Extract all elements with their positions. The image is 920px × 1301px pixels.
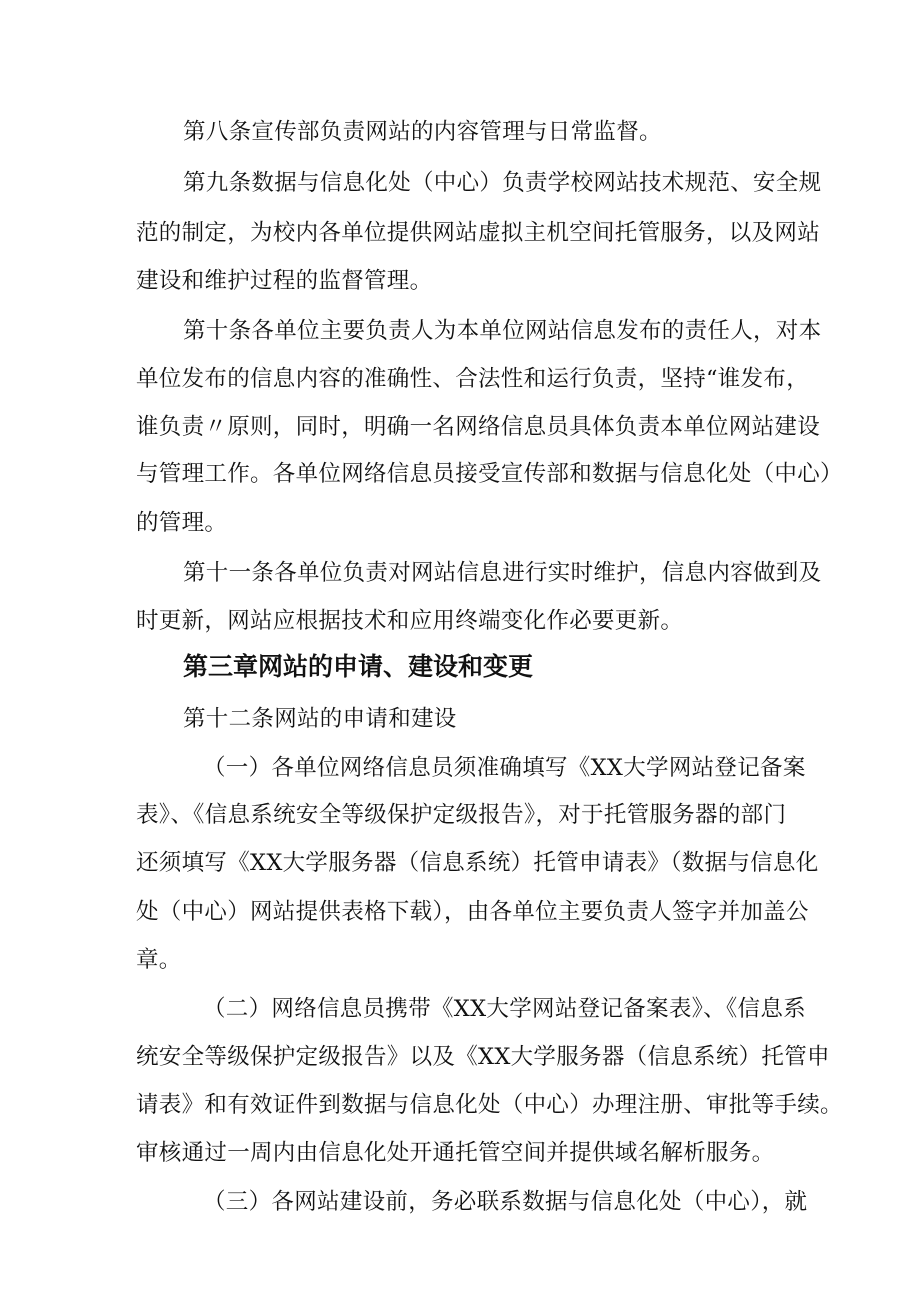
article-12-item-1-line-1: （一）各单位网络信息员须准确填写《XX大学网站登记备案 <box>203 755 806 781</box>
article-9-line-3: 建设和维护过程的监督管理。 <box>136 268 433 294</box>
article-9-line-2: 范的制定，为校内各单位提供网站虚拟主机空间托管服务，以及网站 <box>136 220 821 246</box>
article-11-line-2: 时更新，网站应根据技术和应用终端变化作必要更新。 <box>136 608 684 634</box>
chapter-3-heading: 第三章网站的申请、建设和变更 <box>183 652 534 681</box>
article-12-item-1-line-3: 还须填写《XX大学服务器（信息系统）托管申请表》（数据与信息化 <box>136 850 819 876</box>
article-12-item-1-line-2: 表》、《信息系统安全等级保护定级报告》，对于托管服务器的部门 <box>136 802 787 828</box>
article-9-line-1: 第九条数据与信息化处（中心）负责学校网站技术规范、安全规 <box>183 170 822 196</box>
article-12-item-2-line-4: 审核通过一周内由信息化处开通托管空间并提供域名解析服务。 <box>136 1140 775 1166</box>
article-10-line-3: 谁负责〃原则，同时，明确一名网络信息员具体负责本单位网站建设 <box>136 414 821 440</box>
article-8-line-1: 第八条宣传部负责网站的内容管理与日常监督。 <box>183 119 662 145</box>
article-10-line-4: 与管理工作。各单位网络信息员接受宣传部和数据与信息化处（中心） <box>136 461 843 487</box>
article-10-line-2: 单位发布的信息内容的准确性、合法性和运行负责，坚持“谁发布， <box>136 366 810 392</box>
article-12-item-1-line-5: 章。 <box>136 947 182 973</box>
article-10-line-1: 第十条各单位主要负责人为本单位网站信息发布的责任人，对本 <box>183 318 822 344</box>
article-10-line-5: 的管理。 <box>136 510 228 536</box>
article-12-item-3-line-1: （三）各网站建设前，务必联系数据与信息化处（中心），就 <box>203 1189 808 1215</box>
article-12-item-2-line-2: 统安全等级保护定级报告》以及《XX大学服务器（信息系统）托管申 <box>136 1044 830 1070</box>
article-12-item-2-line-1: （二）网络信息员携带《XX大学网站登记备案表》、《信息系 <box>203 996 806 1022</box>
article-12-item-1-line-4: 处（中心）网站提供表格下载），由各单位主要负责人签字并加盖公 <box>136 899 809 925</box>
article-12-title: 第十二条网站的申请和建设 <box>183 706 457 732</box>
article-11-line-1: 第十一条各单位负责对网站信息进行实时维护，信息内容做到及 <box>183 560 822 586</box>
article-12-item-2-line-3: 请表》和有效证件到数据与信息化处（中心）办理注册、审批等手续。 <box>136 1092 843 1118</box>
